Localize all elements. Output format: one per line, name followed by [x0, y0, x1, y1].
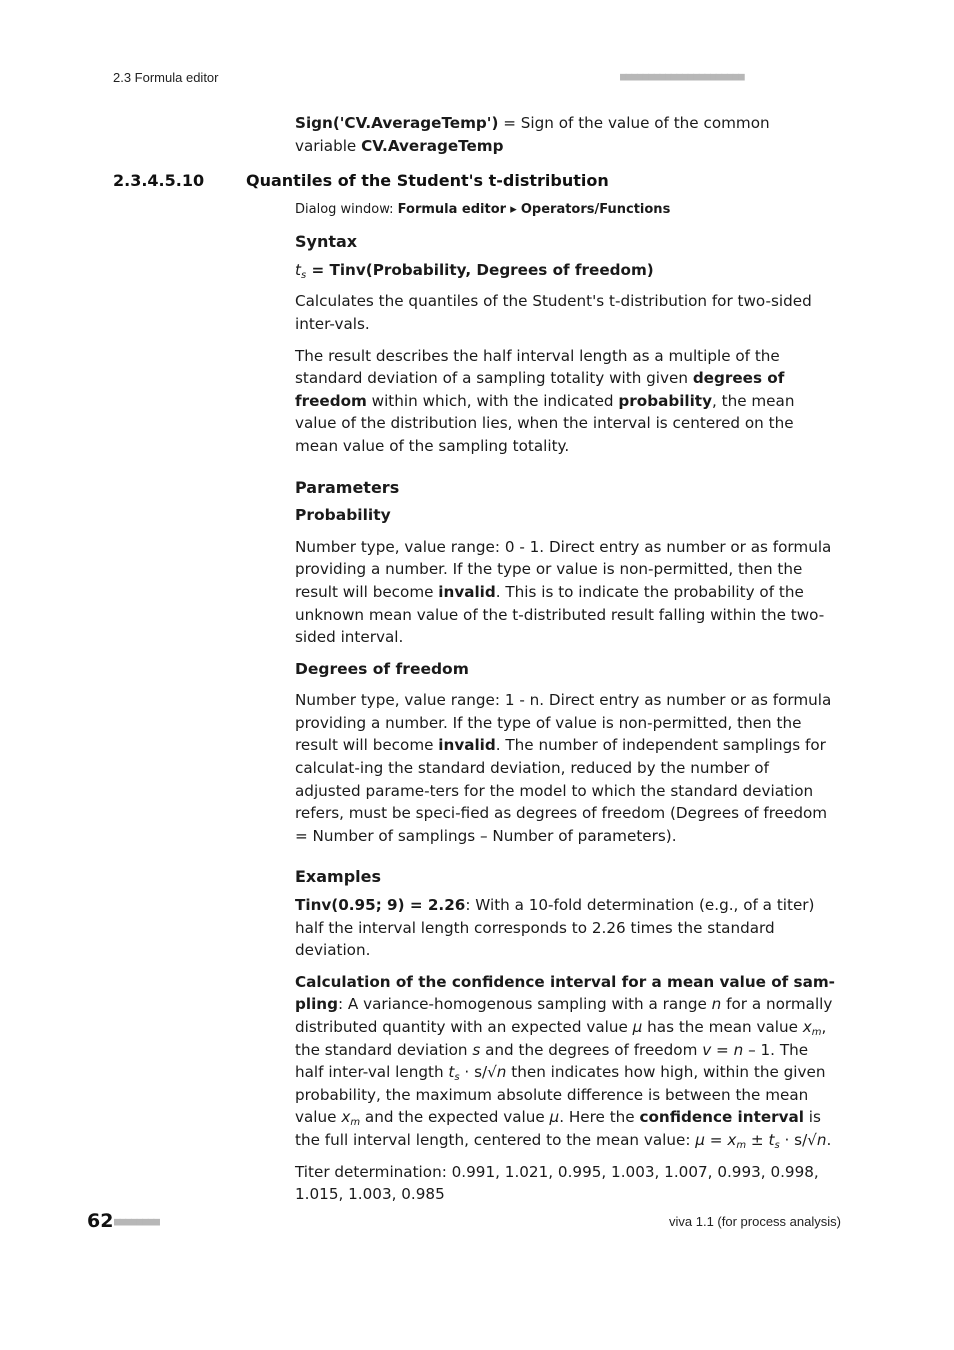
ex2-v: v [702, 1040, 712, 1059]
ex2-n2: n [733, 1040, 744, 1059]
ex2-t13: = [704, 1130, 728, 1149]
desc2-e: , the mean value of the distribution lies, when the interval is centered on the mean value of the sampling totality. [295, 391, 795, 455]
ex2-t14: ± [746, 1130, 769, 1149]
param-dof-name: Degrees of freedom [295, 659, 469, 678]
dof-c: . The number of independent samplings for calculat-ing the standard deviation, reduced by the number of adjusted parame-ters for the model to which the standard deviation refers, must be speci-fied as degrees of freedom (Degrees of freedom = Number of samplings – Number of parameters). [295, 736, 828, 845]
syntax-var: t [295, 260, 301, 279]
section-number: 2.3.4.5.10 [113, 171, 205, 190]
ex2-m3: m [736, 1139, 747, 1151]
ex2-n: n [711, 995, 722, 1014]
footer-product: viva 1.1 (for process analysis) [669, 1214, 841, 1229]
ex2-t6: = [711, 1040, 734, 1059]
syntax-sub: s [300, 269, 307, 281]
prob-b: invalid [438, 582, 496, 601]
footer-decoration: ■■■■■■■■ [114, 1215, 159, 1228]
examples-heading: Examples [295, 867, 382, 887]
ex2-ci: confidence interval [639, 1108, 804, 1127]
ex2-x2: x [341, 1108, 351, 1127]
ex2-x3: x [727, 1130, 737, 1149]
syntax-expr: = Tinv(Probability, Degrees of freedom) [306, 260, 654, 279]
ex1-text: : With a 10-fold determination (e.g., of a titer) half the interval length corresponds to 2.26 times the standard deviation. [295, 896, 815, 960]
header-decoration: ■■■■■■■■■■■■■■■■■■■■■■ [620, 70, 744, 83]
intro-paragraph [295, 112, 835, 157]
param-probability-desc [295, 536, 835, 649]
ex2-x: x [802, 1018, 812, 1036]
ex2-n4: n [816, 1130, 827, 1149]
desc2-d: probability [618, 391, 712, 410]
ex2-t3: has the mean value [642, 1018, 803, 1036]
dialog-path-2: Operators/Functions [520, 202, 671, 218]
ex2-t10: and the expected value [360, 1108, 550, 1127]
ex2-t: t [448, 1063, 455, 1082]
ex2-m2: m [350, 1117, 361, 1129]
running-header-section: 2.3 Formula editor [113, 70, 219, 85]
ex2-t11: . Here the [559, 1108, 640, 1127]
ex2-t15: · s/√ [779, 1130, 817, 1149]
dof-a: Number type, value range: 1 - n. Direct entry as number or as formula providing a number. If the type of value is non-permitted, then the result will become [295, 691, 832, 755]
param-dof-desc [295, 689, 835, 847]
ex1-bold: Tinv(0.95; 9) = 2.26 [295, 896, 466, 915]
ex2-t5: and the degrees of freedom [480, 1040, 703, 1059]
ex2-ts: s [454, 1072, 460, 1084]
main-content [295, 112, 835, 1215]
dialog-path [295, 201, 835, 219]
syntax-description-2 [295, 345, 835, 458]
ex2-t16: . [826, 1130, 832, 1149]
syntax-description-1: Calculates the quantiles of the Student's t-distribution for two-sided inter-vals. [295, 292, 812, 333]
param-probability-name: Probability [295, 506, 391, 525]
intro-variable: CV.AverageTemp [361, 136, 504, 155]
ex2-mu2: μ [549, 1108, 560, 1127]
titer-values: Titer determination: 0.991, 1.021, 0.995, 1.003, 1.007, 0.993, 0.998, 1.015, 1.003, 0.985 [295, 1162, 819, 1204]
dof-b: invalid [438, 736, 496, 755]
intro-text: = Sign of the value of the common variable [295, 114, 770, 155]
ex2-bold: Calculation of the confidence interval for a mean value of sam-pling [295, 972, 835, 1014]
ex2-t7: – 1. The half inter-val length [295, 1040, 809, 1082]
ex2-m: m [811, 1027, 822, 1038]
desc2-c: within which, with the indicated [366, 391, 619, 410]
ex2-mu3: μ [695, 1130, 705, 1149]
prob-c: . This is to indicate the probability of the unknown mean value of the t-distributed result falling within the two-sided interval. [295, 582, 825, 647]
ex2-ts2: s [774, 1139, 780, 1151]
ex2-t2: for a normally distributed quantity with an expected value [295, 995, 833, 1036]
example-2 [295, 971, 835, 1152]
ex2-t1: : A variance-homogenous sampling with a range [337, 995, 712, 1014]
ex2-n3: n [496, 1063, 507, 1082]
dialog-prefix: Dialog window: [295, 202, 398, 218]
parameters-heading: Parameters [295, 477, 400, 497]
dialog-path-1: Formula editor [397, 202, 507, 218]
ex2-s: s [472, 1040, 481, 1059]
ex2-t8: · s/√ [459, 1063, 497, 1082]
ex2-mu: μ [632, 1018, 643, 1036]
prob-a: Number type, value range: 0 - 1. Direct entry as number or as formula providing a number. If the type or value is non-permitted, then the result will become [295, 537, 832, 601]
syntax-heading: Syntax [295, 232, 358, 252]
desc2-a: The result describes the half interval length as a multiple of the standard deviation of a sampling totality with given [295, 346, 780, 388]
ex2-t4: , the standard deviation [295, 1018, 827, 1059]
example-1 [295, 894, 835, 962]
desc2-b: degrees of freedom [295, 369, 785, 410]
syntax-formula [295, 259, 835, 282]
ex2-t9: then indicates how high, within the given probability, the maximum absolute difference is between the mean value [295, 1063, 826, 1127]
page-number: 62 [87, 1210, 114, 1232]
section-title: Quantiles of the Student's t-distribution [246, 171, 609, 190]
dialog-arrow: ▸ [506, 202, 521, 218]
ex2-t12: is the full interval length, centered to the mean value: [295, 1108, 821, 1149]
ex2-t2v: t [768, 1130, 775, 1149]
intro-function: Sign('CV.AverageTemp') [295, 114, 499, 132]
